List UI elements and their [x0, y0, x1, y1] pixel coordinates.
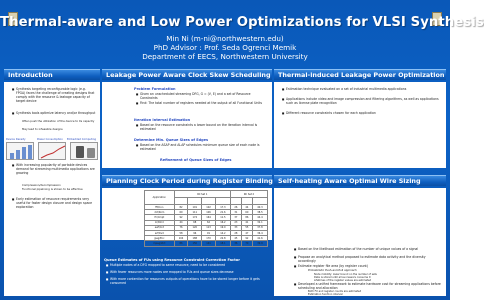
intro-fig-label-1: Device Density — [6, 138, 26, 141]
table-cell: 17.3 — [215, 205, 230, 210]
table-header-cell: RC Set 2 — [230, 191, 267, 198]
clock-bullet-4: ■ Based on the ASAP and ALAP schedules minimum queue size of each node is estimated — [140, 144, 268, 152]
table-cell: 37 — [230, 215, 241, 220]
author-line: Min Ni (m-ni@northwestern.edu) — [166, 34, 284, 43]
table-cell: 32.1 — [252, 220, 267, 225]
table-cell: 92 — [174, 215, 188, 220]
table-cell: 26 — [230, 205, 241, 210]
table-cell: 44 — [241, 205, 252, 210]
wire-bullet-1: ■ Based on the likelihood estimation of the number of unique values of a signal — [298, 248, 442, 252]
table-cell: 39.9 — [252, 241, 267, 246]
wire-sizing-panel — [274, 188, 446, 296]
section-header-register-binding: Planning Clock Period during Register Binding — [102, 175, 272, 186]
table-header-cell: RC Set 1 — [174, 191, 230, 198]
table-cell: 170 — [202, 236, 216, 241]
table-cell: 174 — [188, 215, 202, 220]
table-cell: 41 — [241, 220, 252, 225]
intro-bullet-2: ■ Synthesis tools optimize latency and/or throughput — [16, 112, 96, 116]
problem-formulation-heading: Problem Formulation — [134, 87, 176, 91]
wire-bullet-4: ■ Developed a unified framework to estimate hardware cost for streaming applications before scheduling and allocation — [298, 283, 442, 291]
table-cell: mpeg/Idct — [145, 241, 175, 246]
department-line: Department of EECS, Northwestern University — [142, 52, 308, 61]
results-table-body — [145, 205, 268, 247]
intro-fig-label-3: Embedded Computing — [67, 138, 97, 141]
table-cell: 55 — [241, 225, 252, 230]
table-cell: 91 — [202, 230, 216, 235]
wire-sub-bullet-5: Both FU and register counts are estimated — [308, 290, 362, 293]
table-cell: 111 — [188, 210, 202, 215]
power-consumption-figure — [38, 142, 66, 160]
table-cell: 16.2 — [215, 220, 230, 225]
table-header-row — [145, 191, 268, 198]
table-cell: 37.8 — [252, 225, 267, 230]
table-cell: 150 — [188, 241, 202, 246]
table-cell: 62 — [202, 220, 216, 225]
table-cell: 19.0 — [215, 225, 230, 230]
table-cell: 44 — [174, 220, 188, 225]
table-cell: jpeg/Enc — [145, 236, 175, 241]
table-cell: 164 — [202, 215, 216, 220]
register-binding-panel — [102, 188, 272, 245]
table-cell: 188 — [188, 236, 202, 241]
introduction-panel — [4, 82, 100, 296]
intro-bullet-3: ■ With increasing popularity of portable devices demand for streaming multimedia applications are growing — [16, 164, 96, 176]
table-cell: 82 — [174, 205, 188, 210]
table-cell: 86 — [174, 241, 188, 246]
thermal-bullet-3: ■ Different resource constraints chosen for each application — [286, 112, 442, 116]
clock-bullet-2: ■ Find: The total number of registers needed at the output of all Functional Units — [140, 102, 268, 106]
section-header-wire-sizing: Self-heating Aware Optimal Wire Sizing — [274, 175, 446, 186]
wire-sub-bullet-4: Lifetimes of the register values are estimated — [314, 279, 372, 282]
table-cell: 33 — [230, 225, 241, 230]
table-cell: 120 — [188, 225, 202, 230]
table-cell: 141 — [202, 241, 216, 246]
wire-sub-bullet-2: Node mobility: lower bound on the number of sets — [314, 273, 377, 276]
table-cell: 36 — [230, 241, 241, 246]
table-cell: 21.6 — [215, 210, 230, 215]
table-cell: 101 — [188, 205, 202, 210]
table-cell: 11.5 — [215, 215, 230, 220]
wire-bullet-3: ■ Estimate register file area (by register count) — [298, 265, 442, 269]
table-cell: 92 — [241, 236, 252, 241]
table-cell: iir/Rmd — [145, 220, 175, 225]
table-cell: arf/Dvd — [145, 230, 175, 235]
poster-title: Thermal-aware and Low Power Optimizations for VLSI Synthesis — [0, 15, 484, 30]
table-cell: 23 — [230, 220, 241, 225]
intro-sub-bullet-3: Compression/decompression — [22, 183, 61, 187]
table-cell: 102 — [202, 205, 216, 210]
results-table — [144, 190, 268, 247]
table-cell: 86 — [241, 215, 252, 220]
embedded-computing-figure — [70, 142, 98, 160]
binding-bullet-3: ■ With more contention for resources outputs of operations have to be stored longer before it gets consumed — [110, 278, 270, 286]
table-cell: 58 — [174, 230, 188, 235]
table-cell: ewf/Cnt — [145, 225, 175, 230]
table-cell: 45 — [230, 236, 241, 241]
table-cell: 38.5 — [252, 210, 267, 215]
binding-bullet-1: ■ Multiple nodes of a DFG mapped to same resource, need to be considered — [110, 264, 270, 268]
poster-header — [0, 0, 484, 68]
table-cell: 70 — [241, 241, 252, 246]
table-cell: 41.6 — [252, 236, 267, 241]
table-cell: 104 — [174, 236, 188, 241]
wire-bullet-2: ■ Propose an analytical method proposed to estimate data activity and the diversity accordingly — [298, 256, 442, 264]
section-header-introduction: Introduction — [4, 69, 100, 80]
clock-bullet-3: ■ Based on the resource constraints a lower bound on the iteration interval is estimated — [140, 124, 268, 132]
intro-sub-bullet-4: Functional pipelining is shown to be effective — [22, 187, 83, 191]
table-cell: 31 — [230, 210, 241, 215]
thermal-bullet-1: ■ Estimation technique evaluated on a set of industrial multimedia applications — [286, 88, 442, 92]
table-cell: 18.1 — [215, 241, 230, 246]
iteration-interval-heading: Iteration Interval Estimation — [134, 118, 191, 122]
min-queue-heading: Determine Min. Queue Sizes of Edges — [134, 138, 209, 142]
advisor-line: PhD Advisor : Prof. Seda Ogrenci Memik — [153, 43, 297, 52]
table-header-cell: Application — [145, 191, 175, 205]
wire-sub-bullet-1: Probabilistic Push-and-Pull approach — [308, 268, 357, 272]
table-cell: 28 — [230, 230, 241, 235]
wire-sub-bullet-3: Data is stored until all successors consume it — [314, 276, 371, 279]
table-cell: 96 — [188, 230, 202, 235]
clock-bullet-1: ■ Given an unscheduled streaming DFG, G = (V, E) and a set of Resource Constraints — [140, 93, 268, 101]
table-cell: 36.4 — [252, 230, 267, 235]
section-header-thermal-leakage: Thermal-induced Leakage Power Optimization — [274, 69, 446, 80]
intro-sub-bullet-2: May lead to infeasible designs — [22, 127, 63, 131]
table-cell: 106 — [202, 210, 216, 215]
table-cell: 113 — [202, 225, 216, 230]
table-cell: 47 — [241, 230, 252, 235]
intro-sub-bullet-1: Often push the utilization of the device to its capacity — [22, 119, 95, 123]
table-cell: 40.3 — [252, 205, 267, 210]
section-header-clock-skew: Leakage Power Aware Clock Skew Scheduling — [102, 69, 272, 80]
table-cell: dct/Rom — [145, 210, 175, 215]
table-cell: 22.8 — [215, 236, 230, 241]
queue-estimates-heading: Queue Estimates of FUs using Resource Constraint Correction Factor — [104, 258, 240, 262]
intro-bullet-1: ■ Synthesis targeting reconfigurable logic (e.g. FPGA) faces the challenge of creating designs that comply with the resource & leakage capacity of target device — [16, 88, 96, 104]
table-cell: fft/Con — [145, 205, 175, 210]
table-cell: 44.4 — [252, 215, 267, 220]
intro-bullet-4: ■ Early estimation of resource requirements very useful for faster design closure and design space exploration — [16, 198, 96, 210]
table-cell: 68 — [188, 220, 202, 225]
refinement-heading: Refinement of Queue Sizes of Edges — [160, 158, 232, 162]
device-density-figure — [6, 142, 34, 160]
binding-bullet-2: ■ With fewer resources more nodes are mapped to FUs and queue sizes decrease — [110, 271, 270, 275]
table-cell: 14.2 — [215, 230, 230, 235]
intro-fig-label-2: Power Consumption — [37, 138, 63, 141]
wire-sub-bullet-6: Estimation function interval — [308, 293, 343, 296]
table-cell: 76 — [174, 225, 188, 230]
table-cell: 60 — [241, 210, 252, 215]
thermal-leakage-panel — [274, 82, 446, 168]
clock-skew-panel — [102, 82, 272, 168]
table-cell: fir/Cmpt — [145, 215, 175, 220]
table-cell: 60 — [174, 210, 188, 215]
table-row — [145, 241, 268, 246]
thermal-bullet-2: ■ Applications include video and image compression and filtering algorithms, as well as applications such as license plate recognition — [286, 98, 442, 106]
